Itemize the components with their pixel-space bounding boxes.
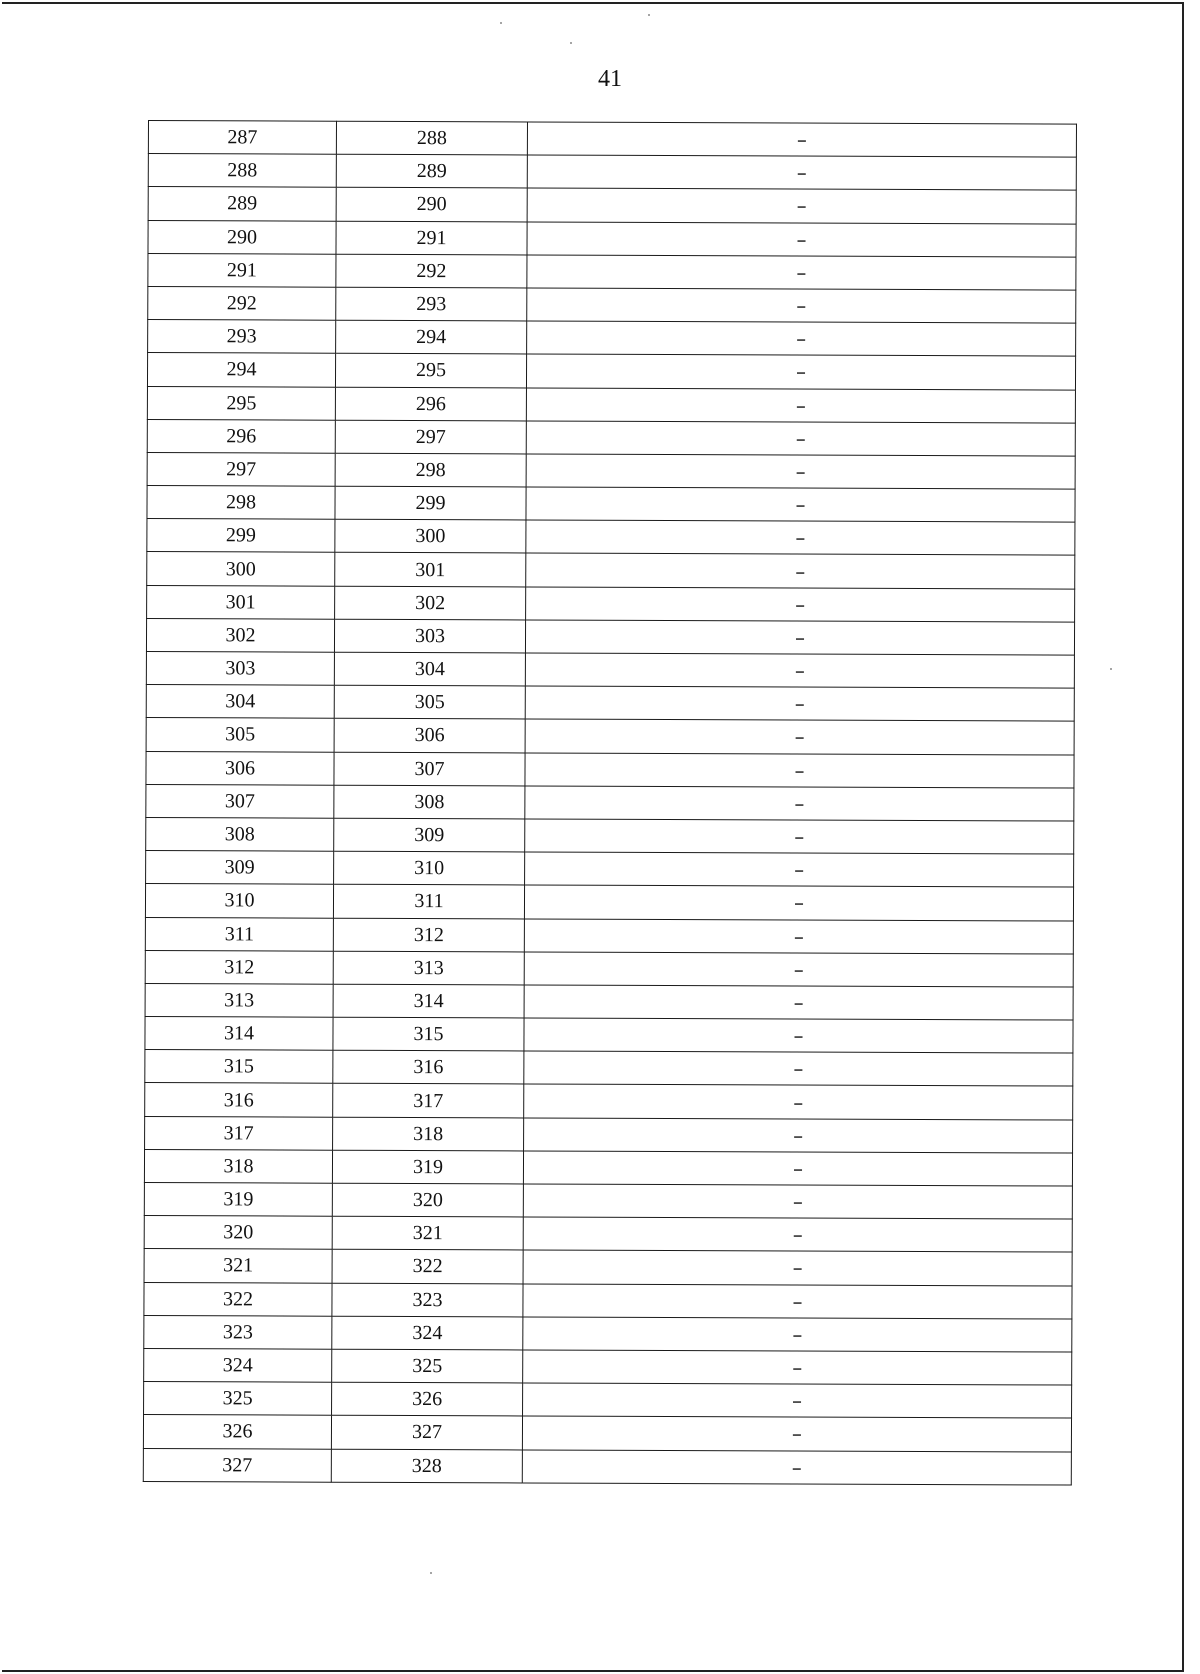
to-cell: 301 (335, 553, 526, 587)
to-cell: 326 (332, 1382, 523, 1416)
to-cell: 321 (332, 1216, 523, 1250)
data-table (143, 120, 1077, 1485)
value-cell: – (527, 188, 1076, 223)
from-cell: 295 (147, 386, 335, 420)
to-cell: 302 (335, 586, 526, 620)
value-cell: – (523, 1284, 1072, 1319)
to-cell: 314 (333, 984, 524, 1018)
from-cell: 324 (144, 1348, 332, 1382)
from-cell: 325 (144, 1382, 332, 1416)
from-cell: 318 (144, 1149, 332, 1183)
from-cell: 305 (146, 718, 334, 752)
scan-speck (430, 1572, 432, 1574)
from-cell: 321 (144, 1249, 332, 1283)
to-cell: 309 (334, 818, 525, 852)
value-cell: – (523, 1217, 1072, 1252)
to-cell: 315 (333, 1017, 524, 1051)
from-cell: 315 (145, 1050, 333, 1084)
table-row (148, 220, 1076, 257)
to-cell: 316 (333, 1050, 524, 1084)
table-row (148, 253, 1076, 290)
scan-speck (648, 14, 650, 16)
value-cell: – (522, 1416, 1071, 1451)
value-cell: – (525, 719, 1074, 754)
from-cell: 320 (144, 1216, 332, 1250)
value-cell: – (525, 653, 1074, 688)
table-row (146, 784, 1074, 821)
to-cell: 289 (336, 154, 527, 188)
from-cell: 326 (143, 1415, 331, 1449)
to-cell: 305 (334, 685, 525, 719)
table-row (144, 1182, 1072, 1219)
table-row (146, 751, 1074, 788)
from-cell: 288 (148, 154, 336, 188)
from-cell: 310 (145, 884, 333, 918)
to-cell: 320 (332, 1183, 523, 1217)
from-cell: 296 (147, 419, 335, 453)
scan-speck (500, 22, 502, 24)
table-body (143, 121, 1076, 1485)
to-cell: 323 (332, 1283, 523, 1317)
to-cell: 291 (336, 221, 527, 255)
table-row (144, 1149, 1072, 1186)
to-cell: 325 (332, 1349, 523, 1383)
value-cell: – (527, 321, 1076, 356)
from-cell: 312 (145, 950, 333, 984)
to-cell: 306 (334, 719, 525, 753)
value-cell: – (525, 620, 1074, 655)
to-cell: 327 (331, 1416, 522, 1450)
to-cell: 299 (335, 486, 526, 520)
value-cell: – (524, 985, 1073, 1020)
table-row (145, 1050, 1073, 1087)
value-cell: – (524, 918, 1073, 953)
to-cell: 310 (334, 851, 525, 885)
from-cell: 289 (148, 187, 336, 221)
value-cell: – (524, 1084, 1073, 1119)
from-cell: 327 (143, 1448, 331, 1482)
value-cell: – (527, 222, 1076, 257)
value-cell: – (524, 1051, 1073, 1086)
from-cell: 299 (147, 519, 335, 553)
from-cell: 293 (148, 320, 336, 354)
from-cell: 316 (145, 1083, 333, 1117)
table-row (145, 983, 1073, 1020)
table-row (146, 817, 1074, 854)
table-row (145, 1116, 1073, 1153)
from-cell: 300 (147, 552, 335, 586)
to-cell: 311 (333, 885, 524, 919)
to-cell: 290 (336, 188, 527, 222)
from-cell: 294 (147, 353, 335, 387)
table-row (145, 950, 1073, 987)
table-row (144, 1315, 1072, 1352)
from-cell: 292 (148, 286, 336, 320)
table-row (148, 320, 1076, 357)
from-cell: 291 (148, 253, 336, 287)
table-row (148, 154, 1076, 191)
value-cell: – (523, 1383, 1072, 1418)
value-cell: – (526, 553, 1075, 588)
to-cell: 317 (333, 1084, 524, 1118)
from-cell: 317 (145, 1116, 333, 1150)
table-row (144, 1348, 1072, 1385)
table-row (147, 419, 1075, 456)
value-cell: – (523, 1151, 1072, 1186)
value-cell: – (527, 288, 1076, 323)
value-cell: – (524, 952, 1073, 987)
table-row (145, 917, 1073, 954)
to-cell: 312 (333, 918, 524, 952)
from-cell: 302 (146, 618, 334, 652)
to-cell: 298 (335, 453, 526, 487)
to-cell: 313 (333, 951, 524, 985)
table-row (148, 121, 1076, 158)
to-cell: 288 (336, 121, 527, 155)
table-row (144, 1216, 1072, 1253)
from-cell: 303 (146, 651, 334, 685)
from-cell: 323 (144, 1315, 332, 1349)
from-cell: 307 (146, 784, 334, 818)
value-cell: – (527, 122, 1076, 157)
value-cell: – (526, 520, 1075, 555)
value-cell: – (523, 1317, 1072, 1352)
table-row (143, 1448, 1071, 1485)
from-cell: 287 (148, 121, 336, 155)
table-row (146, 651, 1074, 688)
from-cell: 297 (147, 452, 335, 486)
table-row (145, 884, 1073, 921)
to-cell: 319 (332, 1150, 523, 1184)
to-cell: 324 (332, 1316, 523, 1350)
value-cell: – (526, 354, 1075, 389)
to-cell: 300 (335, 519, 526, 553)
table-row (145, 1017, 1073, 1054)
table-row (145, 1083, 1073, 1120)
from-cell: 319 (144, 1182, 332, 1216)
to-cell: 307 (334, 752, 525, 786)
to-cell: 318 (333, 1117, 524, 1151)
from-cell: 298 (147, 486, 335, 520)
from-cell: 304 (146, 685, 334, 719)
table-row (147, 585, 1075, 622)
value-cell: – (526, 421, 1075, 456)
from-cell: 322 (144, 1282, 332, 1316)
from-cell: 290 (148, 220, 336, 254)
to-cell: 293 (336, 287, 527, 321)
to-cell: 296 (335, 387, 526, 421)
value-cell: – (527, 155, 1076, 190)
value-cell: – (523, 1350, 1072, 1385)
from-cell: 308 (146, 817, 334, 851)
value-cell: – (525, 686, 1074, 721)
value-cell: – (526, 487, 1075, 522)
from-cell: 314 (145, 1017, 333, 1051)
from-cell: 306 (146, 751, 334, 785)
to-cell: 292 (336, 254, 527, 288)
table-row (146, 718, 1074, 755)
value-cell: – (525, 786, 1074, 821)
value-cell: – (523, 1250, 1072, 1285)
to-cell: 297 (335, 420, 526, 454)
table-row (147, 552, 1075, 589)
value-cell: – (526, 387, 1075, 422)
to-cell: 308 (334, 785, 525, 819)
value-cell: – (524, 1118, 1073, 1153)
table-row (146, 685, 1074, 722)
to-cell: 304 (334, 652, 525, 686)
page-number: 41 (598, 66, 622, 92)
value-cell: – (524, 1018, 1073, 1053)
table-row (146, 618, 1074, 655)
table-row (147, 353, 1075, 390)
scan-speck (1110, 668, 1112, 670)
scan-speck (570, 42, 572, 44)
value-cell: – (525, 753, 1074, 788)
table-row (144, 1382, 1072, 1419)
to-cell: 295 (335, 354, 526, 388)
from-cell: 311 (145, 917, 333, 951)
value-cell: – (525, 852, 1074, 887)
table-row (144, 1249, 1072, 1286)
value-cell: – (524, 885, 1073, 920)
value-cell: – (526, 454, 1075, 489)
table-row (147, 519, 1075, 556)
table-row (146, 851, 1074, 888)
value-cell: – (523, 1184, 1072, 1219)
to-cell: 328 (331, 1449, 522, 1483)
table-row (148, 286, 1076, 323)
from-cell: 313 (145, 983, 333, 1017)
to-cell: 322 (332, 1250, 523, 1284)
table-row (147, 486, 1075, 523)
table-row (147, 386, 1075, 423)
value-cell: – (526, 587, 1075, 622)
value-cell: – (525, 819, 1074, 854)
table-row (143, 1415, 1071, 1452)
table-row (147, 452, 1075, 489)
to-cell: 303 (334, 619, 525, 653)
from-cell: 301 (147, 585, 335, 619)
value-cell: – (527, 255, 1076, 290)
table-row (144, 1282, 1072, 1319)
value-cell: – (522, 1449, 1071, 1484)
to-cell: 294 (336, 320, 527, 354)
from-cell: 309 (146, 851, 334, 885)
table-row (148, 187, 1076, 224)
